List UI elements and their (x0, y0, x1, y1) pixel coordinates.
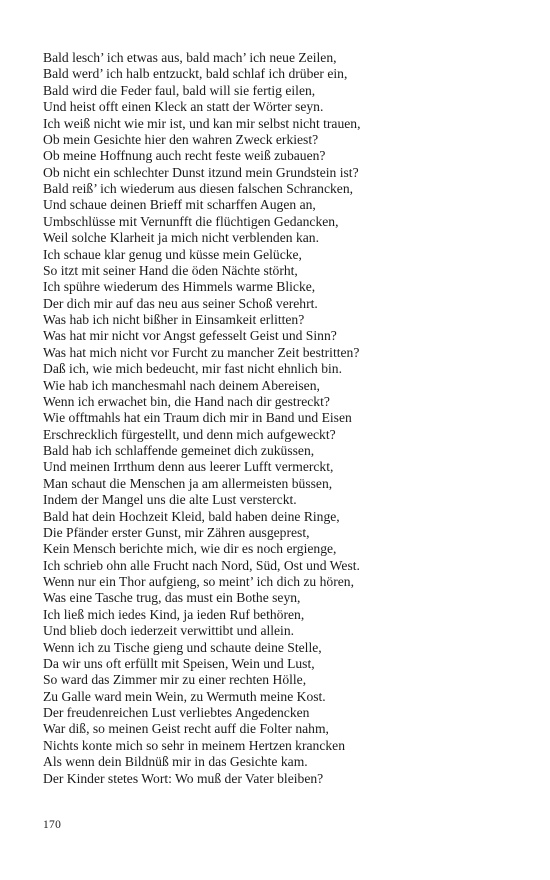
poem-line: So itzt mit seiner Hand die öden Nächte störht, (43, 262, 298, 278)
poem-line: Ich spühre wiederum des Himmels warme Blicke, (43, 279, 316, 295)
poem-line: Und blieb doch iederzeit verwittibt und allein. (43, 623, 295, 639)
poem-line: Da wir uns oft erfüllt mit Speisen, Wein und Lust, (43, 655, 315, 671)
poem-line: Bald wird die Feder faul, bald will sie fertig eilen, (43, 82, 316, 98)
poem-line: Wenn nur ein Thor aufgieng, so meint’ ich dich zu hören, (43, 574, 354, 589)
poem-line: Bald lesch’ ich etwas aus, bald mach’ ich neue Zeilen, (43, 50, 337, 65)
poem-line: Weil solche Klarheit ja mich nicht verblenden kan. (43, 230, 319, 246)
poem-line: Ich schrieb ohn alle Frucht nach Nord, Süd, Ost und West. (43, 557, 360, 573)
poem-line: Ich ließ mich iedes Kind, ja ieden Ruf bethören, (43, 606, 305, 622)
poem-line: Die Pfänder erster Gunst, mir Zähren ausgeprest, (43, 524, 310, 540)
poem-line: Wenn ich zu Tische gieng und schaute deine Stelle, (43, 639, 322, 655)
poem-line: Zu Galle ward mein Wein, zu Wermuth meine Kost. (43, 688, 326, 704)
poem-line: Was hat mir nicht vor Angst gefesselt Geist und Sinn? (43, 328, 337, 344)
poem-line: Ob nicht ein schlechter Dunst itzund mein Grundstein ist? (43, 164, 359, 180)
poem-line: War diß, so meinen Geist recht auff die Folter nahm, (43, 721, 329, 737)
poem-line: Der Kinder stetes Wort: Wo muß der Vater bleiben? (43, 770, 324, 786)
poem-line: So ward das Zimmer mir zu einer rechten Hölle, (43, 672, 307, 688)
poem-line: Der dich mir auf das neu aus seiner Schoß verehrt. (43, 295, 318, 311)
poem-line: Wie hab ich manchesmahl nach deinem Abereisen, (43, 377, 320, 393)
poem-line: Bald werd’ ich halb entzuckt, bald schlaf ich drüber ein, (43, 66, 348, 82)
poem-line: Was hab ich nicht bißher in Einsamkeit erlitten? (43, 312, 305, 327)
poem-line: Und meinen Irrthum denn aus leerer Lufft vermerckt, (43, 459, 334, 475)
poem-line: Erschrecklich fürgestellt, und denn mich aufgeweckt? (43, 426, 336, 442)
poem-line: Man schaut die Menschen ja am allermeisten büssen, (43, 475, 333, 491)
poem-line: Ob mein Gesichte hier den wahren Zweck erkiest? (43, 131, 319, 147)
poem-line: Nichts konte mich so sehr in meinem Hertzen krancken (43, 737, 345, 753)
poem-line: Ob meine Hoffnung auch recht feste weiß zubauen? (43, 148, 326, 164)
poem-line: Als wenn dein Bildnüß mir in das Gesichte kam. (43, 754, 308, 770)
poem-line: Was eine Tasche trug, das must ein Bothe seyn, (43, 590, 301, 606)
poem-line: Ich weiß nicht wie mir ist, und kan mir selbst nicht trauen, (43, 115, 361, 131)
poem-line: Indem der Mangel uns die alte Lust versterckt. (43, 492, 297, 508)
poem-line: Kein Mensch berichte mich, wie dir es noch ergienge, (43, 541, 337, 557)
poem-line: Ich schaue klar genug und küsse mein Gelücke, (43, 246, 302, 262)
poem-text (43, 50, 523, 787)
poem-line: Bald reiß’ ich wiederum aus diesen falschen Schrancken, (43, 181, 354, 196)
poem-line: Bald hat dein Hochzeit Kleid, bald haben deine Ringe, (43, 508, 340, 524)
poem-line: Und heist offt einen Kleck an statt der Wörter seyn. (43, 99, 324, 115)
poem-line: Der freudenreichen Lust verliebtes Angedencken (43, 705, 310, 720)
poem-line: Und schaue deinen Brieff mit scharffen Augen an, (43, 197, 316, 213)
page-number: 170 (43, 819, 62, 831)
poem-line: Bald hab ich schlaffende gemeinet dich zuküssen, (43, 443, 315, 458)
poem-line: Was hat mich nicht vor Furcht zu mancher Zeit bestritten? (43, 344, 360, 360)
poem-line: Wie offtmahls hat ein Traum dich mir in Band und Eisen (43, 410, 352, 426)
poem-line: Umbschlüsse mit Vernunfft die flüchtigen Gedancken, (43, 213, 339, 229)
poem-line: Daß ich, wie mich bedeucht, mir fast nicht ehnlich bin. (43, 361, 342, 377)
poem-line: Wenn ich erwachet bin, die Hand nach dir gestreckt? (43, 393, 330, 409)
